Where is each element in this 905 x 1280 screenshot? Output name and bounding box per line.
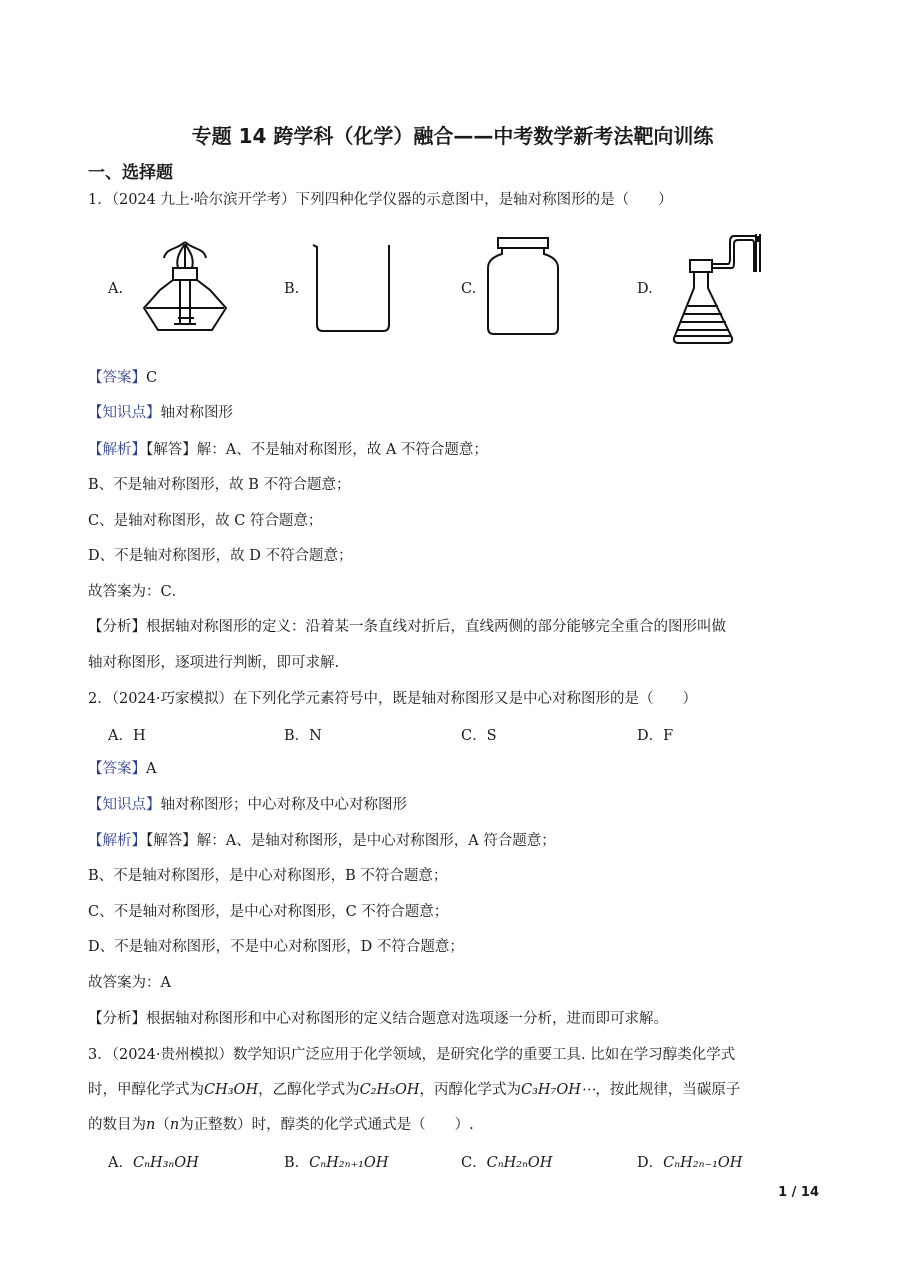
flask-with-tube-icon xyxy=(668,232,768,348)
q3-text: ，按此规律，当碳原子 xyxy=(595,1082,741,1098)
q2-explanation-b: B、不是轴对称图形，是中心对称图形，B 不符合题意； xyxy=(88,868,448,884)
q2-option-a: A．H xyxy=(108,728,146,744)
option-formula: CₙH₂ₙ₊₁OH xyxy=(309,1155,389,1171)
q1-explanation-b: B、不是轴对称图形，故 B 不符合题意； xyxy=(88,477,351,493)
q3-text: 为正整数）时，醇类的化学式通式是（ ）. xyxy=(179,1117,474,1133)
explanation-tag: 【解析】 xyxy=(88,833,146,849)
q1-explanation-line xyxy=(88,440,488,460)
q2-explanation-line xyxy=(88,831,556,851)
answer-tag: 【答案】 xyxy=(88,370,146,386)
q3-text: 的数目为 xyxy=(88,1117,146,1133)
answer-value: A xyxy=(146,761,157,777)
q3-stem-3 xyxy=(88,1115,474,1135)
q3-text: ，丙醇化学式为 xyxy=(419,1082,521,1098)
knowledge-point-tag: 【知识点】 xyxy=(88,405,161,421)
option-label: B． xyxy=(284,1155,310,1171)
q2-answer xyxy=(88,759,156,779)
q1-option-c-label: C. xyxy=(461,281,477,297)
option-label: A． xyxy=(108,1155,133,1171)
q2-explanation-c: C、不是轴对称图形，是中心对称图形，C 不符合题意； xyxy=(88,904,449,920)
q1-option-d-label: D. xyxy=(637,281,653,297)
option-label: C． xyxy=(461,1155,487,1171)
option-label: D． xyxy=(637,1155,664,1171)
var-n: n xyxy=(169,1117,180,1133)
q3-text: ，乙醇化学式为 xyxy=(258,1082,360,1098)
explanation-text: 【解答】解：A、是轴对称图形，是中心对称图形，A 符合题意； xyxy=(146,833,556,849)
alcohol-lamp-icon xyxy=(136,238,234,338)
q2-stem: 2．（2024·巧家模拟）在下列化学元素符号中，既是轴对称图形又是中心对称图形的是（ ） xyxy=(88,691,697,707)
q2-knowledge-point xyxy=(88,795,407,815)
q3-stem-1: 3．（2024·贵州模拟）数学知识广泛应用于化学领域，是研究化学的重要工具. 比如在学习醇类化学式 xyxy=(88,1047,736,1063)
option-formula: CₙH₃ₙOH xyxy=(132,1155,199,1171)
q1-analysis-1: 【分析】根据轴对称图形的定义：沿着某一条直线对折后，直线两侧的部分能够完全重合的图形叫做 xyxy=(88,619,726,635)
knowledge-point-tag: 【知识点】 xyxy=(88,797,161,813)
q3-option-a xyxy=(108,1151,199,1172)
q3-option-b xyxy=(284,1151,388,1172)
q1-option-a-label: A. xyxy=(108,281,124,297)
q3-option-c xyxy=(461,1151,552,1172)
var-n: n xyxy=(146,1117,156,1133)
q1-final-answer: 故答案为：C． xyxy=(88,584,187,600)
q1-stem: 1．（2024 九上·哈尔滨开学考）下列四种化学仪器的示意图中，是轴对称图形的是（ ） xyxy=(88,192,673,208)
q2-analysis: 【分析】根据轴对称图形和中心对称图形的定义结合题意对选项逐一分析，进而即可求解。 xyxy=(88,1011,668,1027)
q1-answer xyxy=(88,368,157,388)
q2-explanation-d: D、不是轴对称图形，不是中心对称图形，D 不符合题意； xyxy=(88,939,464,955)
knowledge-point-text: 轴对称图形 xyxy=(160,405,233,421)
q1-explanation-d: D、不是轴对称图形，故 D 不符合题意； xyxy=(88,548,353,564)
formula-methanol: CH₃OH xyxy=(204,1082,259,1098)
q3-stem-2 xyxy=(88,1080,740,1100)
answer-value: C xyxy=(146,370,158,386)
section-heading: 一、选择题 xyxy=(88,163,173,183)
formula-ethanol: C₂H₅OH xyxy=(359,1082,420,1098)
q3-text: （ xyxy=(155,1117,170,1133)
page-title: 专题 14 跨学科（化学）融合——中考数学新考法靶向训练 xyxy=(191,124,714,148)
explanation-text: 【解答】解：A、不是轴对称图形，故 A 不符合题意； xyxy=(146,442,488,458)
q2-option-d: D．F xyxy=(637,728,674,744)
option-formula: CₙH₂ₙ₋₁OH xyxy=(663,1155,743,1171)
q2-final-answer: 故答案为：A xyxy=(88,975,171,991)
formula-propanol: C₃H₇OH⋯ xyxy=(521,1082,596,1098)
q1-option-b-label: B. xyxy=(284,281,300,297)
page-number: 1 / 14 xyxy=(778,1185,819,1200)
q1-knowledge-point xyxy=(88,403,233,423)
q1-explanation-c: C、是轴对称图形，故 C 符合题意； xyxy=(88,513,323,529)
reagent-bottle-icon xyxy=(486,236,560,336)
q3-option-d xyxy=(637,1151,742,1172)
q2-option-c: C．S xyxy=(461,728,497,744)
q1-analysis-2: 轴对称图形，逐项进行判断，即可求解. xyxy=(88,655,340,671)
q2-option-b: B．N xyxy=(284,728,322,744)
q3-text: 时，甲醇化学式为 xyxy=(88,1082,204,1098)
knowledge-point-text: 轴对称图形；中心对称及中心对称图形 xyxy=(160,797,407,813)
beaker-icon xyxy=(311,241,393,333)
answer-tag: 【答案】 xyxy=(88,761,146,777)
option-formula: CₙH₂ₙOH xyxy=(486,1155,553,1171)
explanation-tag: 【解析】 xyxy=(88,442,146,458)
